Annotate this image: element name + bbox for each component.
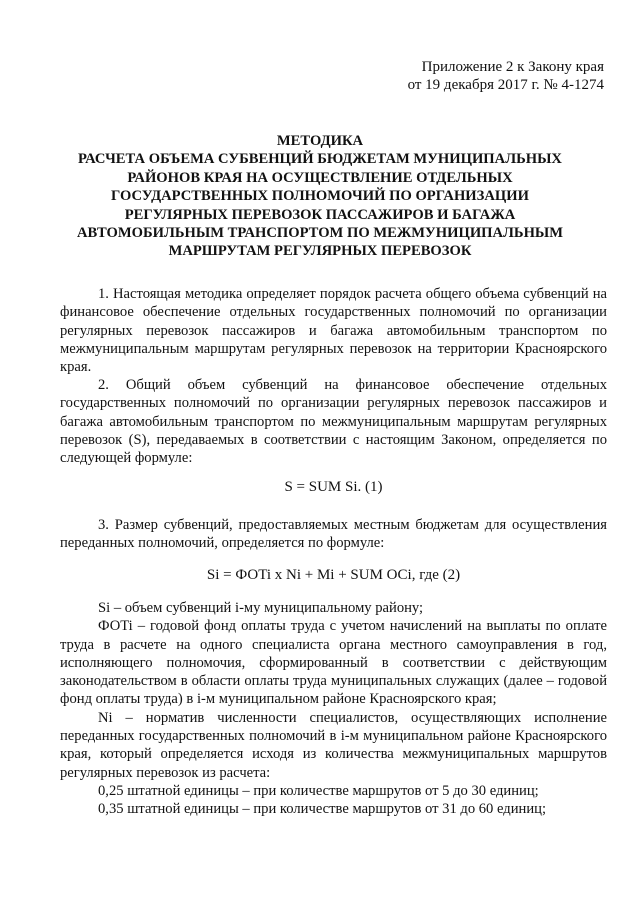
title-line: МЕТОДИКА xyxy=(276,133,364,149)
title-line: АВТОМОБИЛЬНЫМ ТРАНСПОРТОМ ПО МЕЖМУНИЦИПАЛЬНЫМ xyxy=(76,225,564,242)
definition-foti: ФОTi – годовой фонд оплаты труда с учетом начислений на выплаты по оплате труда в расчете на одного специалиста органа местного самоуправления в год, исполняющего полномочия, сформированный в соответствии с действующим законодательством в области оплаты труда муниципальных служащих (далее – годовой фонд оплаты труда) в i-м муниципальном районе Красноярского края; xyxy=(60,618,607,708)
title-line: ГОСУДАРСТВЕННЫХ ПОЛНОМОЧИЙ ПО ОРГАНИЗАЦИИ xyxy=(111,188,529,205)
document-title xyxy=(60,132,580,261)
paragraph-2-block xyxy=(60,376,607,467)
definition-ni: Ni – норматив численности специалистов, осуществляющих исполнение переданных государственных полномочий в i-м муниципальном районе Красноярского края, который определяется исходя из количества межмуниципальных маршрутов регулярных перевозок из расчета: xyxy=(60,709,607,781)
appendix-line-2: от 19 декабря 2017 г. № 4-1274 xyxy=(407,77,604,93)
appendix-header xyxy=(408,58,604,94)
title-line: РАСЧЕТА ОБЪЕМА СУБВЕНЦИЙ БЮДЖЕТАМ МУНИЦИПАЛЬНЫХ xyxy=(78,151,562,168)
paragraph-2: 2. Общий объем субвенций на финансовое обеспечение отдельных государственных полномочий по организации регулярных перевозок пассажиров и багажа автомобильным транспортом по межмуниципальным маршрутам регулярных перевозок (S), передаваемых в соответствии с настоящим Законом, определяется по следующей формуле: xyxy=(60,377,607,467)
formula-1: S = SUM Si. (1) xyxy=(284,479,383,495)
definitions-block xyxy=(60,599,607,819)
title-line: РЕГУЛЯРНЫХ ПЕРЕВОЗОК ПАССАЖИРОВ И БАГАЖА xyxy=(124,206,516,223)
staff-rule-item: 0,35 штатной единицы – при количестве маршрутов от 31 до 60 единиц; xyxy=(98,801,547,818)
formula-2: Si = ФОTi x Ni + Mi + SUM OCi, где (2) xyxy=(206,567,461,583)
paragraph-3: 3. Размер субвенций, предоставляемых местным бюджетам для осуществления переданных полномочий, определяется по формуле: xyxy=(60,517,607,552)
paragraph-1: 1. Настоящая методика определяет порядок расчета общего объема субвенций на финансовое обеспечение отдельных государственных полномочий по организации регулярных перевозок пассажиров и багажа автомобильным транспортом по межмуниципальным маршрутам регулярных перевозок на территории Красноярского края. xyxy=(60,286,607,376)
staff-rule-item: 0,25 штатной единицы – при количестве маршрутов от 5 до 30 единиц; xyxy=(98,782,539,799)
paragraph-1-block xyxy=(60,285,607,376)
appendix-line-1: Приложение 2 к Закону края xyxy=(421,59,604,75)
title-line: РАЙОНОВ КРАЯ НА ОСУЩЕСТВЛЕНИЕ ОТДЕЛЬНЫХ xyxy=(127,169,513,186)
definition-si: Si – объем субвенций i-му муниципальному району; xyxy=(98,600,424,616)
paragraph-3-block xyxy=(60,516,607,553)
title-line: МАРШРУТАМ РЕГУЛЯРНЫХ ПЕРЕВОЗОК xyxy=(168,243,472,260)
